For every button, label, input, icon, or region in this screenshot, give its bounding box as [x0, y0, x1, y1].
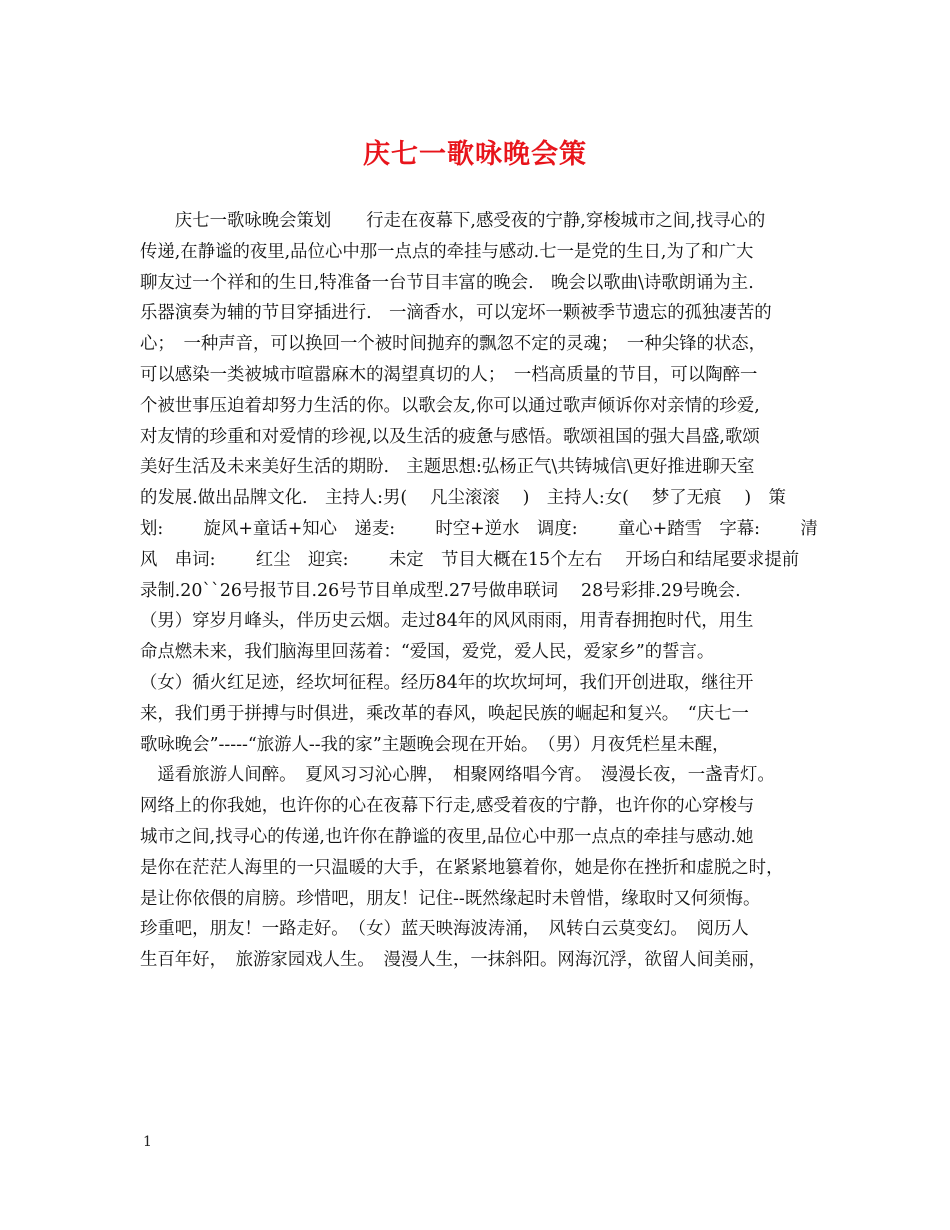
body-line: 庆七一歌咏晚会策划 行走在夜幕下,感受夜的宁静,穿梭城市之间,找寻心的: [140, 211, 766, 231]
body-line: 风 串词: 红尘 迎宾: 未定 节目大概在15个左右 开场白和结尾要求提前: [140, 549, 800, 570]
body-line: 来，我们勇于拼搏与时俱进，乘改革的春风，唤起民族的崛起和复兴。 “庆七一: [140, 703, 749, 724]
body-line: 是你在茫茫人海里的一只温暖的大手，在紧紧地篡着你，她是你在挫折和虚脱之时，: [140, 857, 784, 878]
body-line: 的发展.做出品牌文化. 主持人:男( 凡尘滚滚 ) 主持人:女( 梦了无痕 ) 策: [140, 488, 786, 509]
body-line: 珍重吧，朋友！一路走好。 （女）蓝天映海波涛涌， 风转白云莫变幻。 阅历人: [140, 919, 749, 940]
body-line: （男）穿岁月峰头，伴历史云烟。走过84年的风风雨雨，用青春拥抱时代，用生: [140, 611, 754, 632]
body-line: 划: 旋风+童话+知心 递麦: 时空+逆水 调度: 童心+踏雪 字幕: 清: [140, 518, 818, 539]
body-line: 录制.20``26号报节目.26号节目单成型.27号做串联词 28号彩排.29号晚会.: [140, 580, 741, 601]
body-line: 可以感染一类被城市喧嚣麻木的渴望真切的人； 一档高质量的节目，可以陶醉一: [140, 364, 758, 385]
body-line: 美好生活及未来美好生活的期盼. 主题思想:弘杨正气\共铸城信\更好推进聊天室: [140, 457, 755, 478]
body-line: 命点燃未来，我们脑海里回荡着：“爱国，爱党，爱人民，爱家乡”的誓言。: [140, 642, 715, 663]
body-line: 网络上的你我她，也许你的心在夜幕下行走,感受着夜的宁静，也许你的心穿梭与: [140, 796, 755, 817]
body-line: 歌咏晚会”-----“旅游人--我的家”主题晚会现在开始。 （男）月夜凭栏星未醒，: [140, 734, 730, 755]
body-line: 生百年好， 旅游家园戏人生。 漫漫人生，一抹斜阳。网海沉浮，欲留人间美丽，: [140, 950, 767, 971]
page-number: 1: [143, 1134, 152, 1150]
body-line: 城市之间,找寻心的传递,也许你在静谧的夜里,品位心中那一点点的牵挂与感动.她: [140, 826, 754, 847]
body-line: 是让你依偎的肩膀。珍惜吧，朋友！记住--既然缘起时未曾惜，缘取时又何须悔。: [140, 888, 761, 909]
body-line: 聊友过一个祥和的生日,特准备一台节目丰富的晚会. 晚会以歌曲\诗歌朗诵为主.: [140, 272, 754, 293]
body-line: 个被世事压迫着却努力生活的你。以歌会友,你可以通过歌声倾诉你对亲情的珍爱,: [140, 395, 760, 416]
document-title: 庆七一歌咏晚会策: [363, 139, 587, 170]
document-body: [140, 206, 820, 976]
body-line: 对友情的珍重和对爱情的珍视,以及生活的疲惫与感悟。歌颂祖国的强大昌盛,歌颂: [140, 426, 760, 447]
body-line: 遥看旅游人间醉。 夏风习习沁心脾， 相聚网络唱今宵。 漫漫长夜，一盏青灯。: [140, 765, 775, 786]
body-line: 传递,在静谧的夜里,品位心中那一点点的牵挂与感动.七一是党的生日,为了和广大: [140, 241, 754, 262]
body-line: 乐器演奏为辅的节目穿插进行. 一滴香水，可以宠坏一颗被季节遗忘的孤独凄苦的: [140, 303, 772, 324]
body-line: 心； 一种声音，可以换回一个被时间抛弃的飘忽不定的灵魂； 一种尖锋的状态，: [140, 334, 767, 355]
body-line: （女）循火红足迹，经坎坷征程。经历84年的坎坎坷坷，我们开创进取，继往开: [140, 672, 754, 693]
